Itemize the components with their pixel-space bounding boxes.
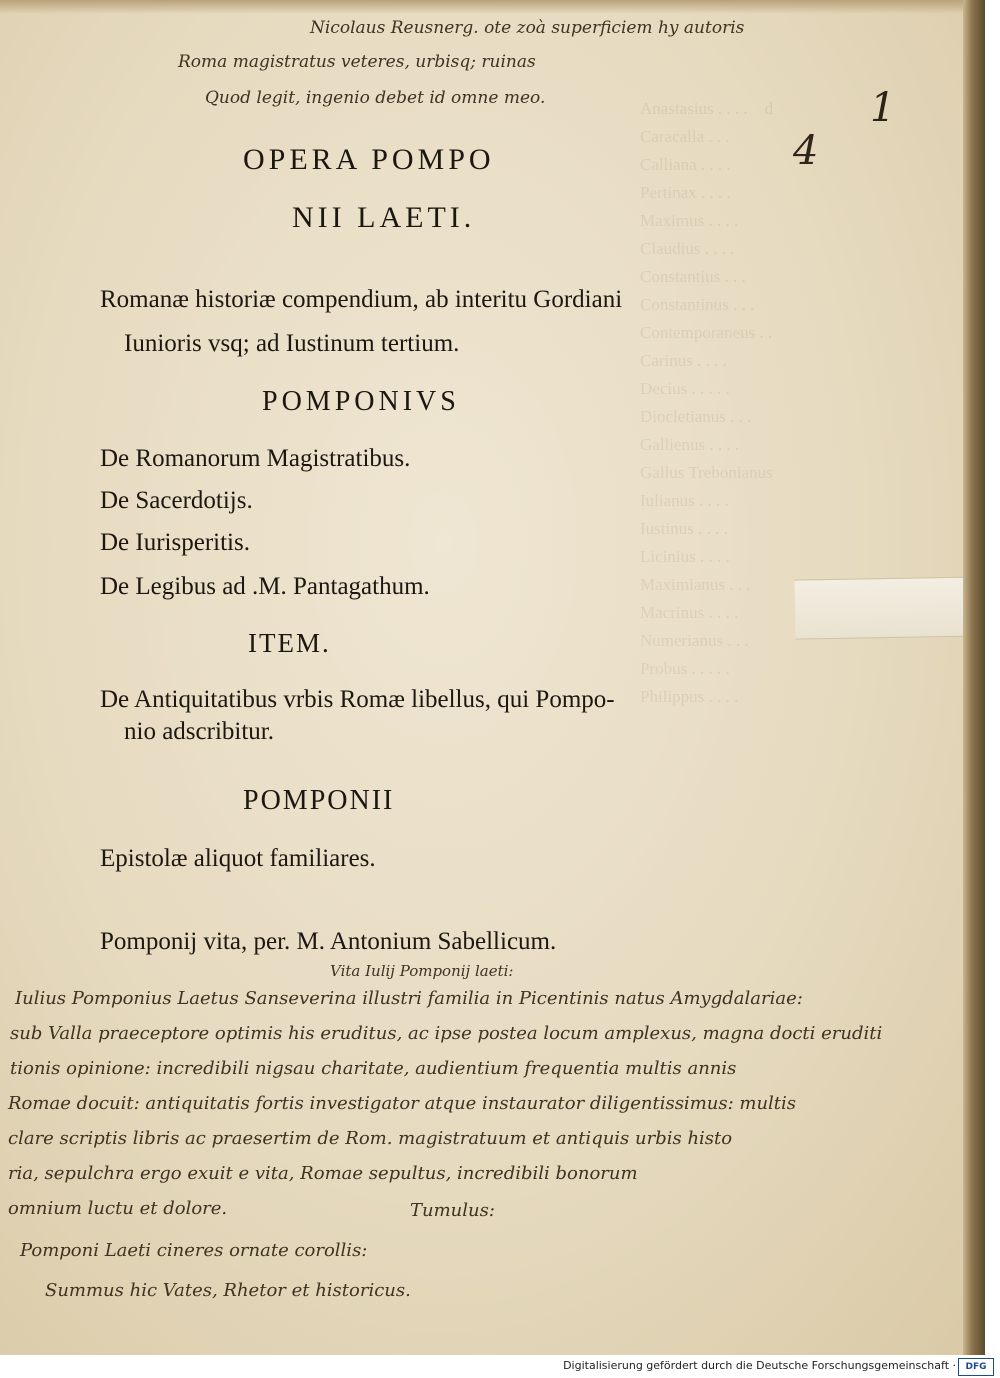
heading-item: ITEM.: [248, 628, 331, 658]
digitization-footer: [0, 1355, 1000, 1378]
handwritten-line-5: clare scriptis libris ac praesertim de Rom. magistratuum et antiquis urbis histo: [8, 1128, 733, 1149]
handwritten-line-6: ria, sepulchra ergo exuit e vita, Romae sepultus, incredibili bonorum: [8, 1163, 638, 1184]
page-top-shadow: [0, 0, 985, 14]
compendium-line-2: Iunioris vsq; ad Iustinum tertium.: [124, 330, 460, 357]
marginal-note-verse-1: Roma magistratus veteres, urbisq; ruinas: [178, 52, 536, 72]
compendium-line-1: Romanæ historiæ compendium, ab interitu Gordiani: [100, 286, 623, 313]
entry-legibus: De Legibus ad .M. Pantagathum.: [100, 573, 430, 600]
folio-mark: 4: [793, 128, 819, 174]
handwritten-line-2: sub Valla praeceptore optimis his eruditus, ac ipse postea locum amplexus, magna docti eruditi: [10, 1023, 883, 1044]
antiquitatibus-line-1: De Antiquitatibus vrbis Romæ libellus, qui Pompo-: [100, 686, 615, 713]
marginal-note-verse-2: Quod legit, ingenio debet id omne meo.: [205, 88, 546, 108]
handwritten-line-1: Iulius Pomponius Laetus Sanseverina illustri familia in Picentinis natus Amygdalariae:: [15, 988, 803, 1009]
page-gutter-edge: [963, 0, 985, 1355]
handwritten-epitaph-1: Pomponi Laeti cineres ornate corollis:: [20, 1240, 368, 1261]
heading-pomponius: POMPONIVS: [262, 386, 460, 417]
entry-epistolae: Epistolæ aliquot familiares.: [100, 845, 376, 872]
bleed-through-text: Anastasius . . . . d Caracalla . . . Calliana . . . . Pertinax . . . . Maximus . . . . Claudius . . . . Constantius . . . Constantinus . . . Contemporaneus . . Carinus . . . . Decius . . . . . Diocletianus . . . Gallienus . . . . Gallus Trebonianus Iulianus . . . . Iustinus . . . . Licinius . . . . Maximianus . . . Macrinus . . . . Numerianus . . . Probus . . . . . Philippus . . . .: [640, 99, 774, 706]
handwritten-vita-heading: Vita Iulij Pomponij laeti:: [330, 962, 514, 980]
title-line-1: OPERA POMPO: [243, 143, 495, 176]
handwritten-line-7: omnium luctu et dolore.: [8, 1198, 228, 1219]
handwritten-line-4: Romae docuit: antiquitatis fortis investigator atque instaurator diligentissimus: multis: [8, 1093, 797, 1114]
funding-credit: Digitalisierung gefördert durch die Deutsche Forschungsgemeinschaft ·: [563, 1359, 956, 1372]
entry-vita: Pomponij vita, per. M. Antonium Sabellicum.: [100, 928, 557, 955]
dfg-logo: DFG: [958, 1358, 994, 1376]
handwritten-tumulus-label: Tumulus:: [410, 1200, 495, 1221]
marginal-note-owner: Nicolaus Reusnerg. ote zoà superficiem hy autoris: [310, 18, 745, 38]
handwritten-line-3: tionis opinione: incredibili nigsau charitate, audientium frequentia multis annis: [10, 1058, 737, 1079]
inserted-paper-strip: [794, 576, 985, 639]
entry-magistratibus: De Romanorum Magistratibus.: [100, 445, 411, 472]
folio-number: 1: [870, 85, 896, 131]
entry-iurisperitis: De Iurisperitis.: [100, 529, 250, 556]
title-line-2: NII LAETI.: [292, 201, 476, 234]
handwritten-epitaph-2: Summus hic Vates, Rhetor et historicus.: [45, 1280, 411, 1301]
entry-sacerdotijs: De Sacerdotijs.: [100, 487, 253, 514]
heading-pomponii: POMPONII: [243, 785, 395, 816]
antiquitatibus-line-2: nio adscribitur.: [124, 718, 274, 745]
